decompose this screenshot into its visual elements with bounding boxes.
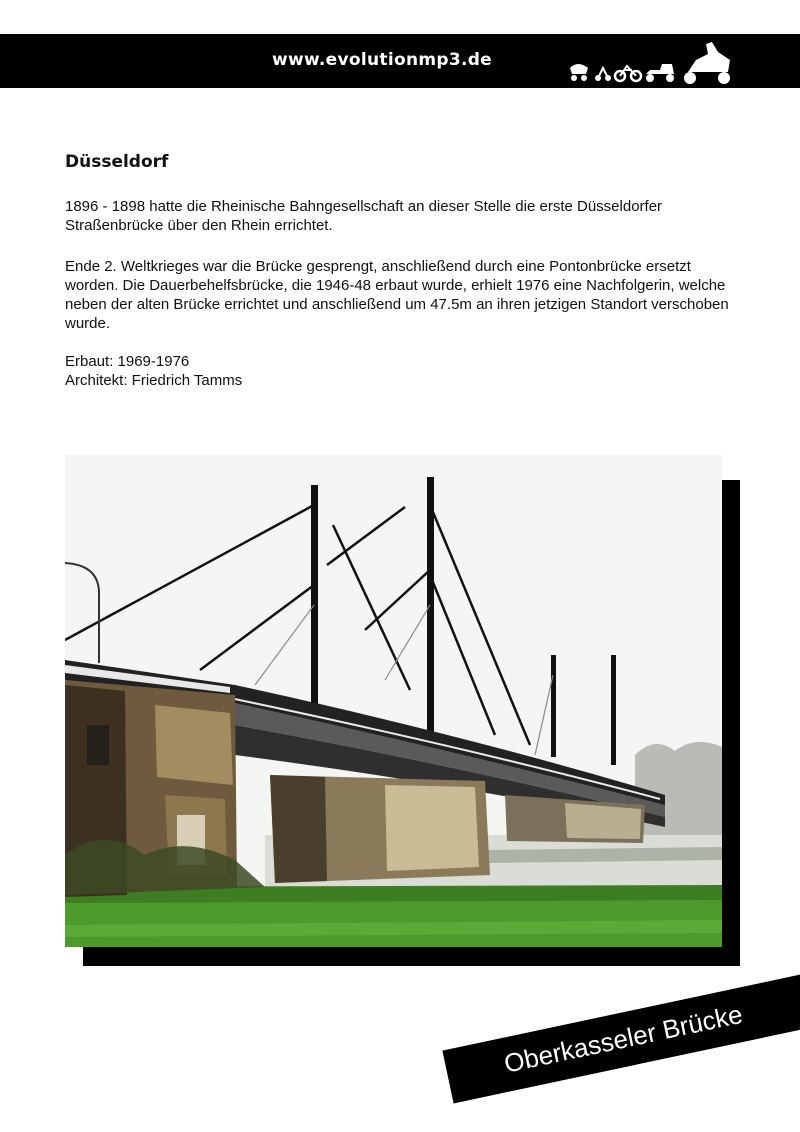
- rebuild-paragraph: Ende 2. Weltkrieges war die Brücke gesprengt, anschließend durch eine Pontonbrücke ersetzt worden. Die Dauerbehelfsbrücke, die 1946-48 erbaut wurde, erhielt 1976 eine Nachfolgerin, welche neben der alten Brücke errichtet und anschließend um 47.5m an ihren jetzigen Standort verschoben wurde.: [65, 258, 729, 332]
- page-title: Düsseldorf: [65, 152, 169, 172]
- header-bar: [0, 34, 800, 88]
- site-url[interactable]: www.evolutionmp3.de: [272, 50, 493, 70]
- architect-name: Architekt: Friedrich Tamms: [65, 372, 243, 389]
- evolution-vehicles-icon: [566, 38, 734, 86]
- bridge-photo: [65, 455, 722, 947]
- caption-banner: [442, 975, 800, 1104]
- bridge-name-caption: Oberkasseler Brücke: [501, 998, 746, 1079]
- facts-block: [65, 352, 242, 390]
- built-years: Erbaut: 1969-1976: [65, 353, 190, 370]
- history-paragraph: 1896 - 1898 hatte die Rheinische Bahngesellschaft an dieser Stelle die erste Düsseldorfer Straßenbrücke über den Rhein errichtet.: [65, 198, 663, 234]
